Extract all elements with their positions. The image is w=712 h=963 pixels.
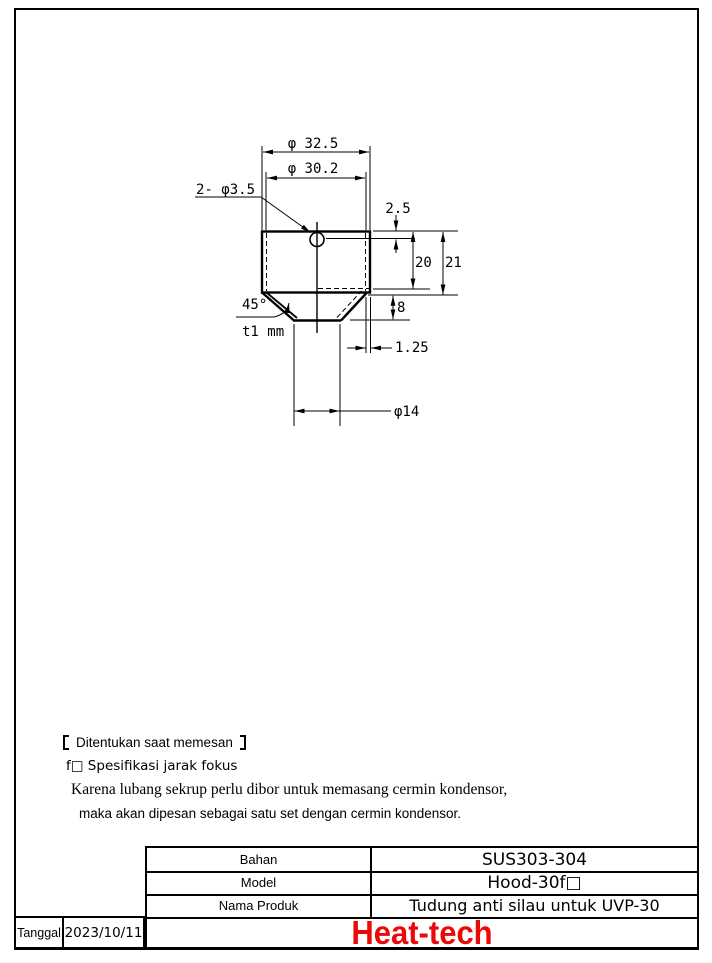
date-block [14, 916, 145, 949]
dim-total-height: 21 [445, 255, 462, 271]
order-note-heading-text: Ditentukan saat memesan [76, 735, 233, 750]
dimension-text [196, 136, 462, 420]
material-value: SUS303-304 [481, 849, 588, 870]
logo-cell [147, 913, 697, 952]
model-value: Hood-30f□ [487, 872, 582, 893]
product-name-label: Nama Produk [218, 898, 299, 913]
dim-outer-dia: φ 32.5 [287, 136, 339, 152]
dim-bottom-dia: φ14 [394, 404, 420, 420]
dim-inner-dia: φ 30.2 [287, 161, 339, 177]
dim-chamfer-angle: 45° [242, 297, 268, 313]
dim-inner-height: 20 [415, 255, 432, 271]
title-block [145, 846, 699, 952]
company-logo: Heat-tech [351, 913, 493, 952]
note-line-4: maka akan dipesan sebagai satu set dengan cermin kondensor. [79, 806, 462, 821]
note-line-3: Karena lubang sekrup perlu dibor untuk memasang cermin kondensor, [71, 781, 508, 798]
thickness-label: t1 mm [242, 324, 285, 340]
order-note-heading [63, 735, 246, 750]
dim-edge-offset: 1.25 [395, 340, 429, 356]
dim-taper-height: 8 [397, 300, 406, 316]
focus-spec-note: f□ Spesifikasi jarak fokus [66, 758, 238, 774]
product-name-value: Tudung anti silau untuk UVP-30 [409, 896, 660, 915]
material-label: Bahan [239, 852, 278, 867]
date-value: 2023/10/11 [64, 924, 143, 941]
date-label: Tanggal [17, 925, 61, 940]
dim-hole-offset: 2.5 [385, 201, 411, 217]
model-label: Model [240, 875, 277, 890]
right-bracket-icon [240, 735, 246, 750]
left-bracket-icon [63, 735, 69, 750]
extension-lines [262, 146, 458, 426]
dim-hole-label: 2- φ3.5 [196, 182, 256, 198]
